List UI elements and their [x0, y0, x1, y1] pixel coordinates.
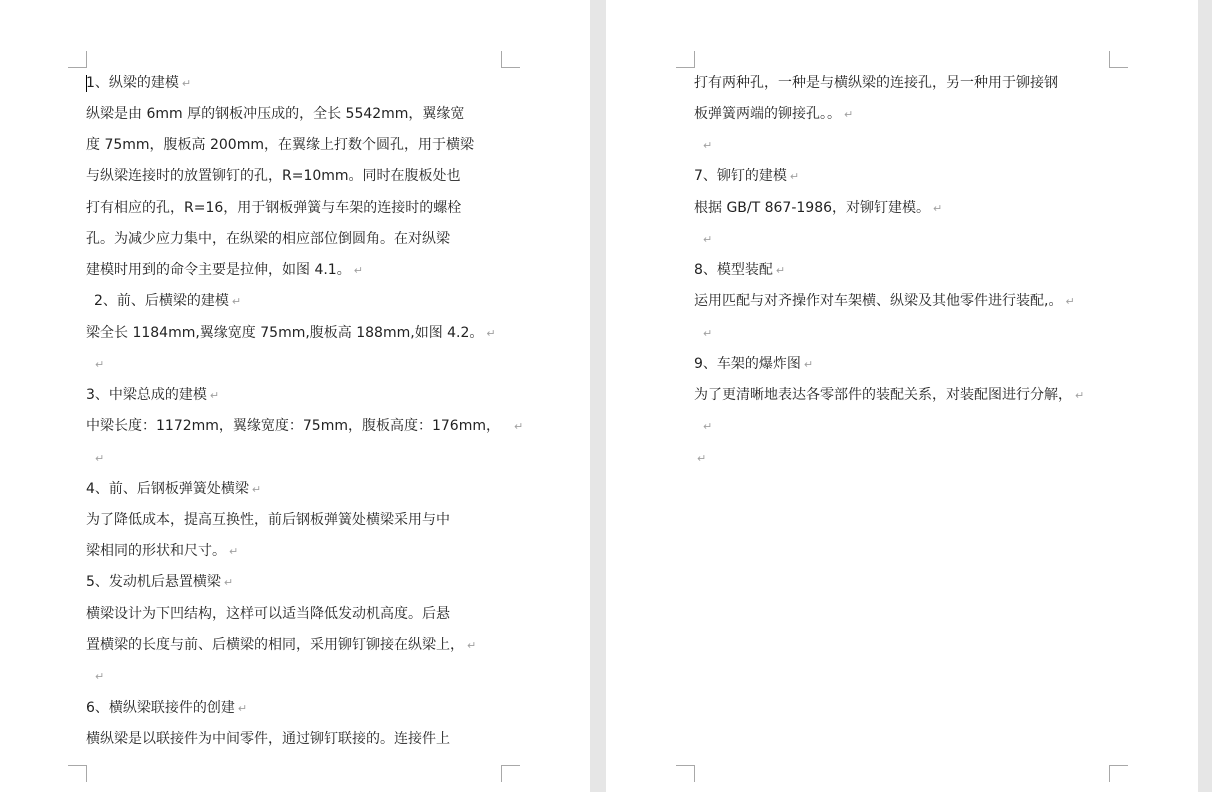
crop-mark-top-left — [68, 51, 87, 68]
empty-line — [694, 448, 706, 468]
body-line — [86, 198, 461, 218]
body-line — [86, 229, 450, 249]
line-text: 建模时用到的命令主要是拉伸，如图 4.1。 — [86, 262, 351, 278]
heading-7 — [694, 166, 799, 186]
crop-mark-top-right — [501, 51, 520, 68]
heading-3 — [86, 385, 219, 405]
line-text: 6、横纵梁联接件的创建 — [86, 700, 235, 716]
paragraph-mark-icon — [95, 670, 104, 683]
line-text: 2、前、后横梁的建模 — [94, 293, 229, 309]
crop-mark-bottom-right — [1109, 765, 1128, 782]
line-text: 中梁长度：1172mm，翼缘宽度：75mm，腹板高度：176mm， — [86, 418, 500, 434]
line-text: 置横梁的长度与前、后横梁的相同，采用铆钉铆接在纵梁上， — [86, 637, 464, 653]
line-text: 7、铆钉的建模 — [694, 168, 787, 184]
paragraph-mark-icon — [703, 233, 712, 246]
line-text: 9、车架的爆炸图 — [694, 356, 801, 372]
body-line — [86, 541, 238, 561]
body-line — [86, 604, 450, 624]
paragraph-mark-icon — [790, 170, 799, 183]
line-text: 与纵梁连接时的放置铆钉的孔，R=10mm。同时在腹板处也 — [86, 168, 461, 184]
line-text: 度 75mm，腹板高 200mm，在翼缘上打数个圆孔，用于横梁 — [86, 137, 474, 153]
line-text: 运用匹配与对齐操作对车架横、纵梁及其他零件进行装配,。 — [694, 293, 1063, 309]
body-line — [86, 104, 464, 124]
line-text: 8、模型装配 — [694, 262, 773, 278]
heading-9 — [694, 354, 813, 374]
document-page-right[interactable] — [606, 0, 1198, 792]
empty-line — [700, 135, 712, 155]
heading-5 — [86, 572, 233, 592]
paragraph-mark-icon — [210, 389, 219, 402]
paragraph-mark-icon — [933, 202, 942, 215]
paragraph-mark-icon — [354, 264, 363, 277]
empty-line — [700, 416, 712, 436]
heading-2 — [94, 291, 241, 311]
paragraph-mark-icon — [467, 639, 476, 652]
paragraph-mark-icon — [703, 327, 712, 340]
body-line — [86, 323, 496, 343]
paragraph-mark-icon — [238, 702, 247, 715]
body-line — [86, 635, 476, 655]
crop-mark-bottom-left — [676, 765, 695, 782]
body-line — [86, 729, 450, 749]
crop-mark-bottom-left — [68, 765, 87, 782]
paragraph-mark-icon — [703, 139, 712, 152]
paragraph-mark-icon — [514, 420, 523, 433]
empty-line — [92, 354, 104, 374]
heading-1 — [86, 73, 191, 93]
paragraph-mark-icon — [1065, 295, 1074, 308]
paragraph-mark-icon — [252, 483, 261, 496]
line-text: 横纵梁是以联接件为中间零件，通过铆钉联接的。连接件上 — [86, 731, 450, 747]
body-line — [86, 260, 363, 280]
workspace-margin — [1198, 0, 1212, 792]
line-text: 为了降低成本，提高互换性，前后钢板弹簧处横梁采用与中 — [86, 512, 450, 528]
line-text: 纵梁是由 6mm 厚的钢板冲压成的，全长 5542mm，翼缘宽 — [86, 106, 465, 122]
body-line — [694, 291, 1075, 311]
line-text: 梁相同的形状和尺寸。 — [86, 543, 226, 559]
body-line — [694, 385, 1084, 405]
body-line — [86, 416, 523, 436]
paragraph-mark-icon — [703, 420, 712, 433]
paragraph-mark-icon — [224, 576, 233, 589]
line-text: 打有两种孔，一种是与横纵梁的连接孔，另一种用于铆接钢 — [694, 75, 1058, 91]
body-line — [86, 166, 461, 186]
document-page-left[interactable] — [0, 0, 590, 792]
empty-line — [700, 229, 712, 249]
body-line — [694, 73, 1058, 93]
crop-mark-bottom-right — [501, 765, 520, 782]
paragraph-mark-icon — [844, 108, 853, 121]
line-text: 4、前、后钢板弹簧处横梁 — [86, 481, 249, 497]
body-line — [86, 135, 474, 155]
paragraph-mark-icon — [804, 358, 813, 371]
paragraph-mark-icon — [697, 452, 706, 465]
body-line — [694, 198, 942, 218]
paragraph-mark-icon — [182, 77, 191, 90]
page-gap — [590, 0, 606, 792]
line-text: 1、纵梁的建模 — [86, 75, 179, 91]
line-text: 5、发动机后悬置横梁 — [86, 574, 221, 590]
line-text: 板弹簧两端的铆接孔。。 — [694, 106, 841, 122]
paragraph-mark-icon — [95, 452, 104, 465]
paragraph-mark-icon — [486, 327, 495, 340]
body-line — [86, 510, 450, 530]
crop-mark-top-left — [676, 51, 695, 68]
paragraph-mark-icon — [95, 358, 104, 371]
line-text: 梁全长 1184mm,翼缘宽度 75mm,腹板高 188mm,如图 4.2。 — [86, 325, 484, 341]
line-text: 根据 GB/T 867-1986，对铆钉建模。 — [694, 200, 931, 216]
heading-4 — [86, 479, 261, 499]
line-text: 横梁设计为下凹结构，这样可以适当降低发动机高度。后悬 — [86, 606, 450, 622]
paragraph-mark-icon — [1075, 389, 1084, 402]
line-text: 3、中梁总成的建模 — [86, 387, 207, 403]
paragraph-mark-icon — [229, 545, 238, 558]
empty-line — [92, 666, 104, 686]
heading-8 — [694, 260, 785, 280]
paragraph-mark-icon — [776, 264, 785, 277]
line-text: 孔。为减少应力集中，在纵梁的相应部位倒圆角。在对纵梁 — [86, 231, 450, 247]
line-text: 打有相应的孔，R=16，用于钢板弹簧与车架的连接时的螺栓 — [86, 200, 462, 216]
empty-line — [700, 323, 712, 343]
line-text: 为了更清晰地表达各零部件的装配关系，对装配图进行分解， — [694, 387, 1072, 403]
crop-mark-top-right — [1109, 51, 1128, 68]
body-line — [694, 104, 853, 124]
heading-6 — [86, 698, 247, 718]
paragraph-mark-icon — [232, 295, 241, 308]
empty-line — [92, 448, 104, 468]
